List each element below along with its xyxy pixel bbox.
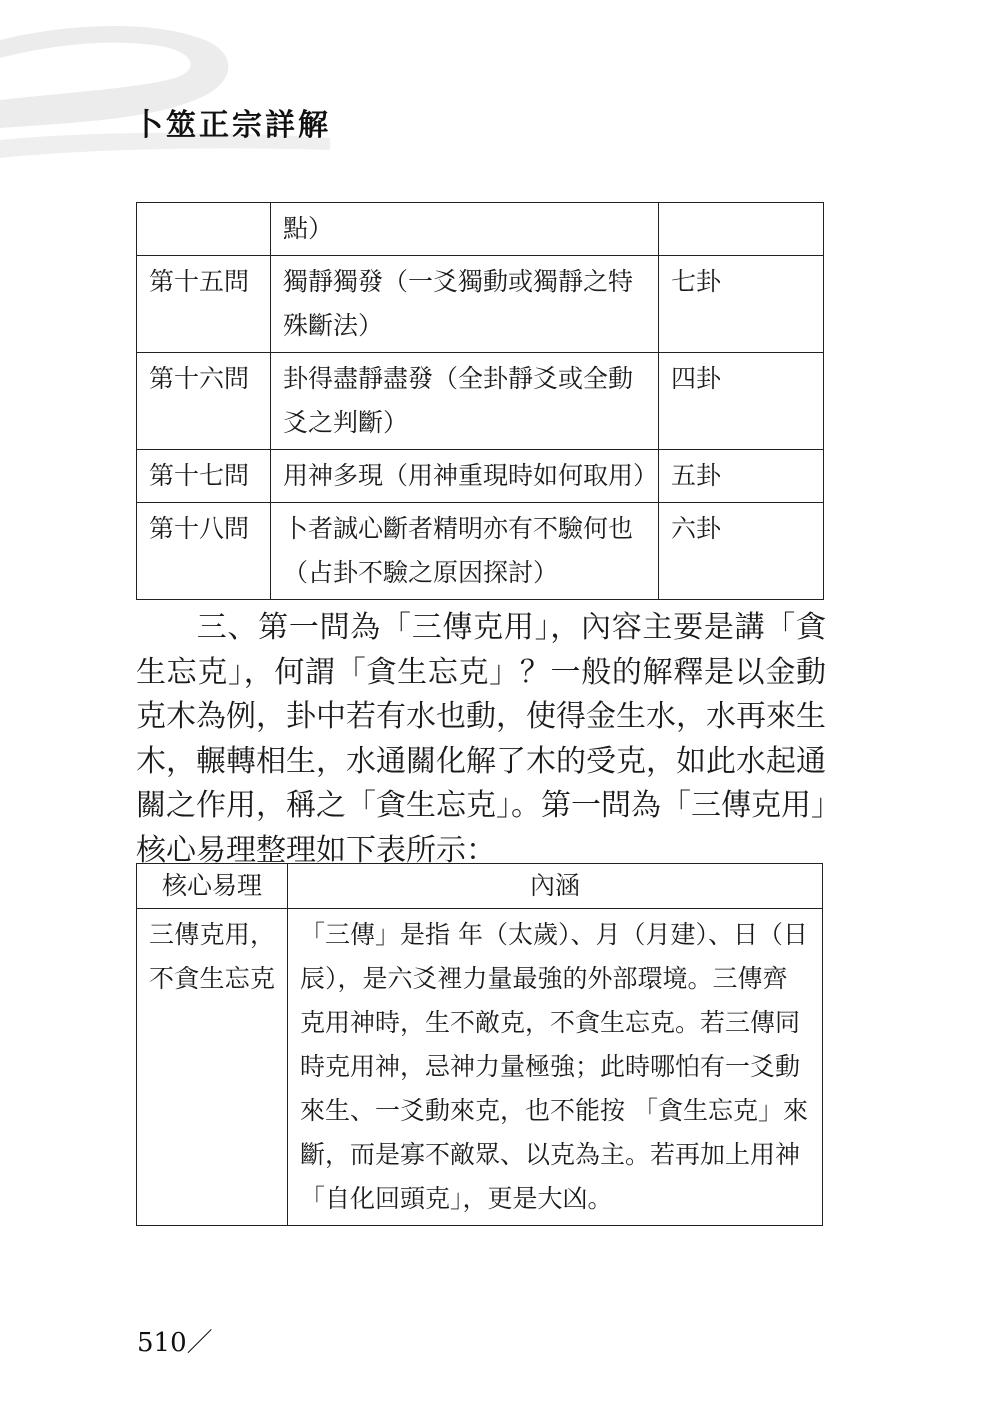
description-cell: 卜者誠心斷者精明亦有不驗何也（占卦不驗之原因探討） xyxy=(271,503,659,600)
table-row xyxy=(137,353,824,450)
table-row xyxy=(137,203,824,256)
meaning-cell: 「三傳」是指 年（太歲）、月（月建）、日（日辰），是六爻裡力量最強的外部環境。三傳齊克用神時，生不敵克，不貪生忘克。若三傳同時克用神，忌神力量極強；此時哪怕有一爻動來生、一爻動來克，也不能按 「貪生忘克」來斷，而是寡不敵眾、以克為主。若再加上用神「自化回頭克」，更是大凶。 xyxy=(288,909,823,1226)
description-cell: 卦得盡靜盡發（全卦靜爻或全動爻之判斷） xyxy=(271,353,659,450)
table-row xyxy=(137,256,824,353)
question-cell: 第十八問 xyxy=(137,503,271,600)
description-cell: 點） xyxy=(271,203,659,256)
page-number: 510／ xyxy=(137,1328,213,1358)
principle-cell: 三傳克用，不貪生忘克 xyxy=(137,909,288,1226)
question-cell: 第十七問 xyxy=(137,450,271,503)
count-cell: 六卦 xyxy=(659,503,824,600)
header-meaning: 內涵 xyxy=(288,864,823,909)
table-row xyxy=(137,450,824,503)
header-principle: 核心易理 xyxy=(137,864,288,909)
count-cell xyxy=(659,203,824,256)
header-swoosh-decoration xyxy=(0,0,360,175)
count-cell: 五卦 xyxy=(659,450,824,503)
description-cell: 用神多現（用神重現時如何取用） xyxy=(271,450,659,503)
core-principle-table xyxy=(136,863,823,1226)
question-cell: 第十五問 xyxy=(137,256,271,353)
chapter-summary-table xyxy=(136,202,824,600)
count-cell: 四卦 xyxy=(659,353,824,450)
table-row xyxy=(137,909,823,1226)
table-row xyxy=(137,503,824,600)
question-cell: 第十六問 xyxy=(137,353,271,450)
table-header-row xyxy=(137,864,823,909)
body-paragraph-text: 三、第一問為「三傳克用」，內容主要是講「貪生忘克」，何謂「貪生忘克」？一般的解釋是以金動克木為例，卦中若有水也動，使得金生水，水再來生木，輾轉相生，水通關化解了木的受克，如此水起通關之作用，稱之「貪生忘克」。第一問為「三傳克用」核心易理整理如下表所示： xyxy=(136,610,826,868)
description-cell: 獨靜獨發（一爻獨動或獨靜之特殊斷法） xyxy=(271,256,659,353)
book-title: 卜筮正宗詳解 xyxy=(133,108,331,143)
count-cell: 七卦 xyxy=(659,256,824,353)
question-cell xyxy=(137,203,271,256)
body-paragraph xyxy=(136,606,826,873)
